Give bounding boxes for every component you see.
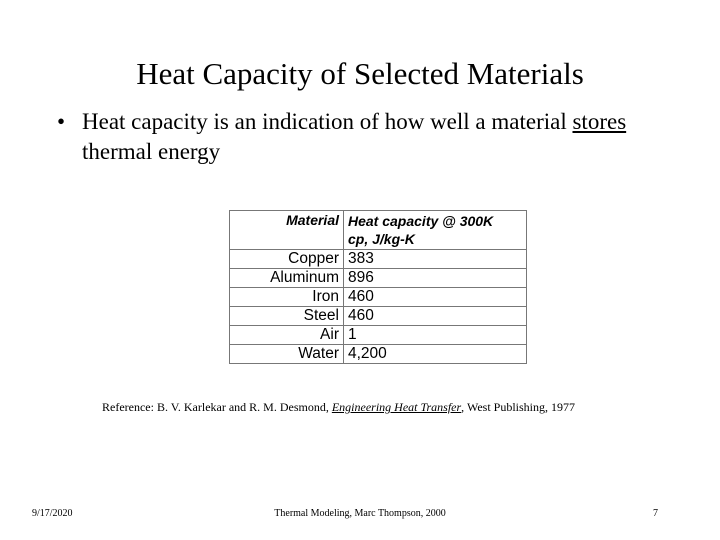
header-capacity-line1: Heat capacity @ 300K (348, 213, 494, 229)
material-cell: Water (230, 345, 344, 364)
material-cell: Iron (230, 288, 344, 307)
value-cell: 460 (344, 288, 527, 307)
table-row (230, 307, 527, 326)
value-cell: 460 (344, 307, 527, 326)
material-cell: Copper (230, 250, 344, 269)
table-row (230, 288, 527, 307)
bullet-text (82, 107, 672, 167)
material-cell: Aluminum (230, 269, 344, 288)
heat-capacity-table (229, 210, 527, 364)
material-cell: Air (230, 326, 344, 345)
value-cell: 4,200 (344, 345, 527, 364)
table-row (230, 326, 527, 345)
table-row (230, 250, 527, 269)
table-header-row (230, 211, 527, 250)
bullet-text-start: Heat capacity is an indication of how well a material (82, 109, 573, 134)
slide-title: Heat Capacity of Selected Materials (136, 56, 584, 91)
header-heat-capacity (344, 211, 527, 250)
reference-note (102, 400, 575, 415)
value-cell: 896 (344, 269, 527, 288)
table-row (230, 269, 527, 288)
value-cell: 1 (344, 326, 527, 345)
bullet-underlined-word: stores (572, 109, 627, 134)
footer-page-number: 7 (653, 508, 658, 519)
header-material: Material (230, 211, 344, 250)
value-cell: 383 (344, 250, 527, 269)
bullet-text-end: thermal energy (82, 139, 221, 164)
bullet-symbol: • (57, 109, 66, 134)
reference-prefix: Reference: B. V. Karlekar and R. M. Desmond, (102, 400, 332, 414)
reference-suffix: , West Publishing, 1977 (461, 400, 575, 414)
reference-book-title: Engineering Heat Transfer (331, 400, 462, 414)
header-capacity-line2: cp, J/kg-K (348, 231, 415, 247)
table-row (230, 345, 527, 364)
footer-center: Thermal Modeling, Marc Thompson, 2000 (274, 508, 446, 519)
footer-date: 9/17/2020 (32, 508, 73, 519)
material-cell: Steel (230, 307, 344, 326)
